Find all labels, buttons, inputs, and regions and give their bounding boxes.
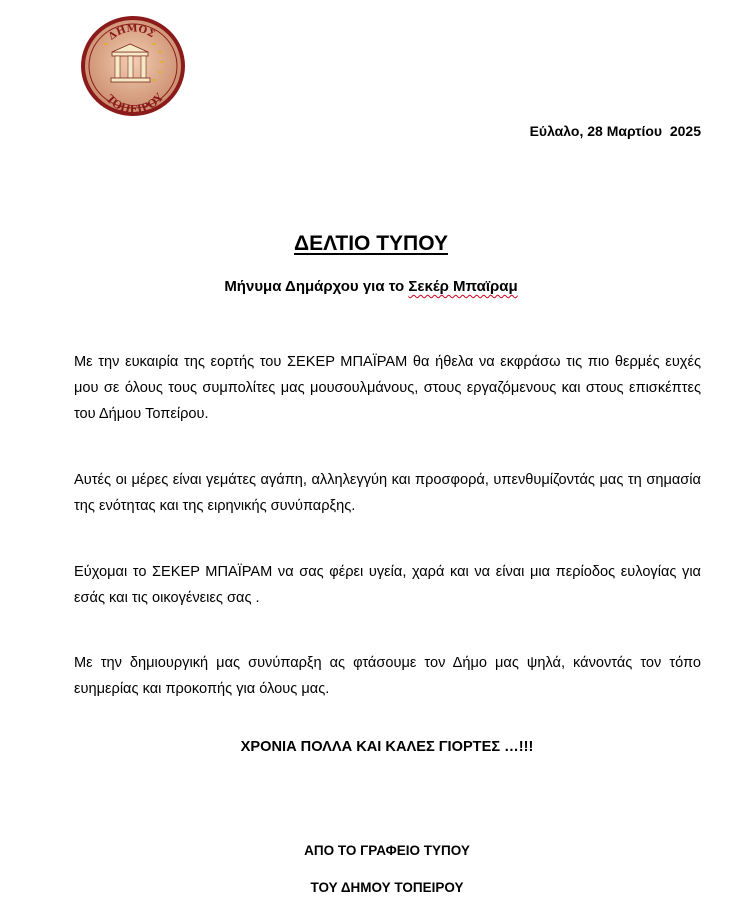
logo-bottom-text: ΤΟΠΕΙΡΟΥ [103, 91, 167, 117]
footer-line-2: ΤΟΥ ΔΗΜΟΥ ΤΟΠΕΙΡΟΥ [310, 880, 464, 895]
subtitle-prefix: Μήνυμα Δημάρχου για το [224, 278, 409, 295]
paragraph: Με την δημιουργική μας συνύπαρξη ας φτάσουμε τον Δήμο μας ψηλά, κάνοντάς τον τόπο ευημερίας και προκοπής για όλους μας. [74, 655, 701, 697]
paragraph: Εύχομαι το ΣΕΚΕΡ ΜΠΑΪΡΑΜ να σας φέρει υγεία, χαρά και να είναι μια περίοδος ευλογίας για εσάς και τις οικογένειες σας . [74, 564, 701, 606]
municipality-logo [78, 14, 188, 120]
paragraph: Αυτές οι μέρες είναι γεμάτες αγάπη, αλληλεγγύη και προσφορά, υπενθυμίζοντάς μας τη σημασία της ενότητας και της ειρηνικής συνύπαρξης. [74, 472, 701, 514]
logo-top-text: ΔΗΜΟΣ [106, 23, 157, 43]
document-subtitle [0, 278, 742, 295]
document-title: ΔΕΛΤΙΟ ΤΥΠΟΥ [294, 232, 448, 255]
subtitle-highlight: Σεκέρ Μπαϊραμ [408, 278, 518, 295]
paragraph: Με την ευκαιρία της εορτής του ΣΕΚΕΡ ΜΠΑΪΡΑΜ θα ήθελα να εκφράσω τις πιο θερμές ευχές μου σε όλους τους συμπολίτες μας μουσουλμάνους, στους εργαζόμενους και στους επισκέπτες του Δήμου Τοπείρου. [74, 354, 701, 422]
document-date: Εύλαλο, 28 Μαρτίου 2025 [529, 123, 701, 139]
footer-line-1: ΑΠΟ ΤΟ ΓΡΑΦΕΙΟ ΤΥΠΟΥ [304, 843, 470, 858]
holiday-wishes: ΧΡΟΝΙΑ ΠΟΛΛΑ ΚΑΙ ΚΑΛΕΣ ΓΙΟΡΤΕΣ …!!! [240, 739, 534, 755]
